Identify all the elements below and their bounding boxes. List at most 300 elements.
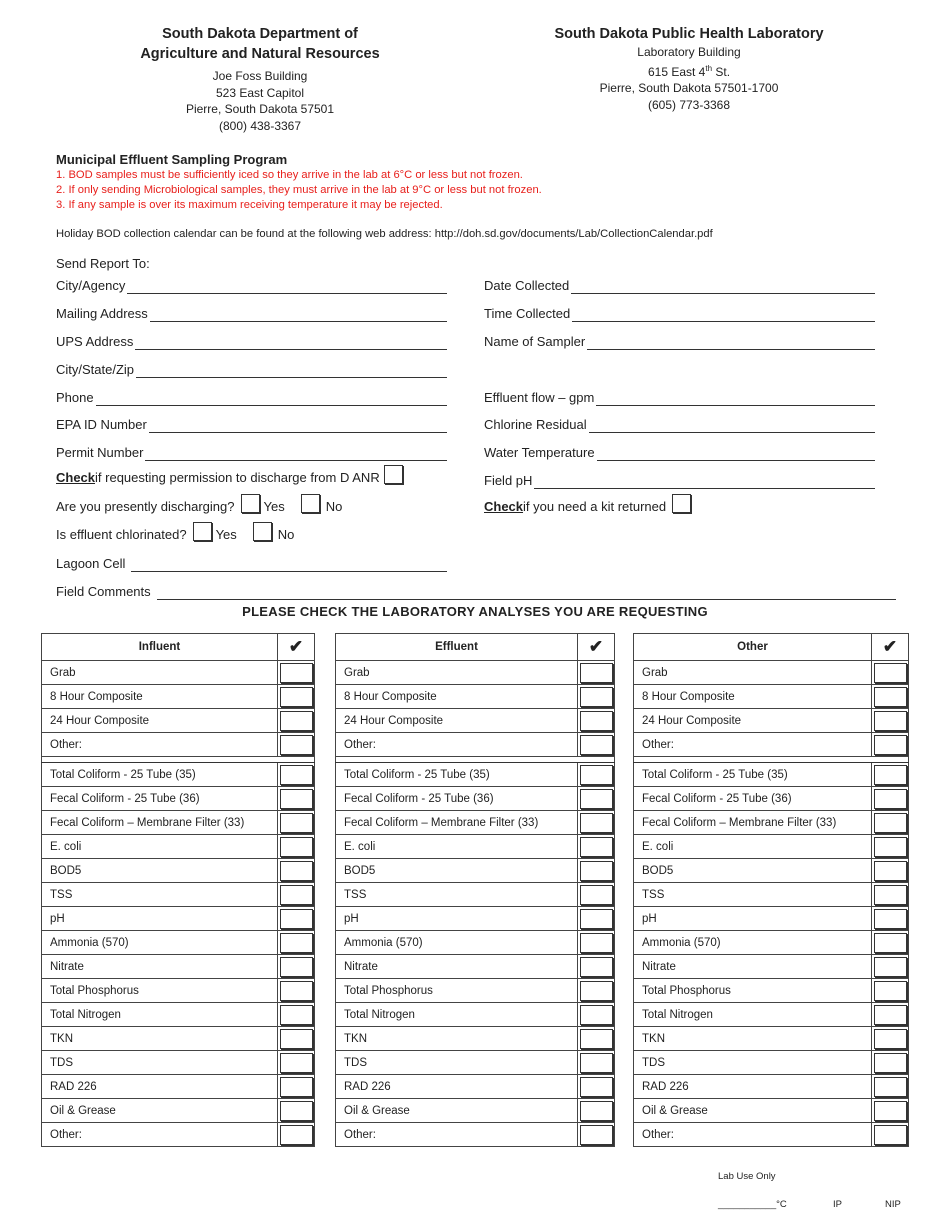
dept-city: Pierre, South Dakota 57501 [185,102,335,116]
influent-sample-type-checkbox[interactable] [280,711,313,731]
effluent-analysis-checkbox[interactable] [580,933,613,953]
other-analysis-checkbox[interactable] [874,1101,907,1121]
influent-analysis-label: Oil & Grease [42,1099,278,1123]
other-analysis-label: Total Coliform - 25 Tube (35) [634,763,872,787]
other-analysis-label: Oil & Grease [634,1099,872,1123]
other-analysis-row [634,835,909,859]
effluent-flow-field[interactable] [484,386,875,406]
other-analysis-row [634,979,909,1003]
effluent-analysis-label: TDS [336,1051,578,1075]
effluent-analysis-checkbox[interactable] [580,837,613,857]
influent-analysis-label: BOD5 [42,859,278,883]
effluent-analysis-label: RAD 226 [336,1075,578,1099]
other-analysis-checkbox[interactable] [874,933,907,953]
other-sample-type-checkbox[interactable] [874,711,907,731]
influent-analysis-checkbox[interactable] [280,1005,313,1025]
influent-analysis-check-cell [278,1123,315,1147]
other-analysis-checkbox[interactable] [874,1005,907,1025]
influent-analysis-check-cell [278,787,315,811]
influent-analysis-checkbox[interactable] [280,765,313,785]
effluent-analysis-row [336,1099,615,1123]
effluent-analysis-row [336,1027,615,1051]
effluent-analysis-check-cell [578,835,615,859]
influent-analysis-checkbox[interactable] [280,885,313,905]
other-analysis-label: RAD 226 [634,1075,872,1099]
other-analysis-check-cell [872,931,909,955]
field-comments-field[interactable] [56,580,896,600]
influent-sample-type-checkbox[interactable] [280,687,313,707]
kit-returned-label: if you need a kit returned [523,498,667,514]
lagoon-cell-field[interactable] [56,552,447,572]
other-analysis-label: Ammonia (570) [634,931,872,955]
other-analysis-check-cell [872,811,909,835]
effluent-analysis-check-cell [578,763,615,787]
other-sample-type-label: Other: [634,733,872,757]
lab-phone: (605) 773-3368 [647,97,731,112]
other-analysis-checkbox[interactable] [874,1029,907,1049]
effluent-check-header: ✔ [578,634,615,661]
effluent-flow-line[interactable] [596,390,875,406]
influent-analysis-checkbox[interactable] [280,789,313,809]
effluent-analysis-row [336,907,615,931]
effluent-analysis-check-cell [578,787,615,811]
chlorinated-question: Is effluent chlorinated? [56,526,187,542]
effluent-sample-type-check-cell [578,661,615,685]
notes [56,168,542,213]
influent-sample-type-label: Grab [42,661,278,685]
effluent-analysis-label: Total Nitrogen [336,1003,578,1027]
effluent-sample-type-row [336,685,615,709]
other-analysis-checkbox[interactable] [874,789,907,809]
effluent-sample-type-label: 8 Hour Composite [336,685,578,709]
discharge-permission-label: if requesting permission to discharge from D ANR [95,469,380,485]
discharging-no-checkbox[interactable] [301,494,320,513]
other-header: Other [634,634,872,661]
effluent-analysis-checkbox[interactable] [580,789,613,809]
influent-analysis-row [42,1099,315,1123]
dept-building: Joe Foss Building [212,69,308,83]
influent-analysis-checkbox[interactable] [280,909,313,929]
influent-analysis-label: Total Phosphorus [42,979,278,1003]
influent-sample-type-checkbox[interactable] [280,735,313,755]
other-check-header: ✔ [872,634,909,661]
other-analysis-label: TKN [634,1027,872,1051]
effluent-analysis-label: Total Coliform - 25 Tube (35) [336,763,578,787]
other-sample-type-row [634,661,909,685]
ups-address-field[interactable] [56,330,447,350]
influent-analysis-check-cell [278,931,315,955]
influent-analysis-label: Fecal Coliform – Membrane Filter (33) [42,811,278,835]
other-sample-type-checkbox[interactable] [874,687,907,707]
effluent-sample-type-row [336,733,615,757]
other-sample-type-label: Grab [634,661,872,685]
other-analysis-row [634,859,909,883]
influent-analysis-row [42,1075,315,1099]
other-analysis-checkbox[interactable] [874,1053,907,1073]
effluent-analysis-row [336,1123,615,1147]
influent-analysis-row [42,1027,315,1051]
effluent-flow-label: Effluent flow – gpm [484,390,595,405]
water-temperature-line[interactable] [597,445,875,461]
effluent-analysis-label: pH [336,907,578,931]
mailing-address-label: Mailing Address [56,306,148,321]
effluent-analysis-checkbox[interactable] [580,1029,613,1049]
influent-analysis-check-cell [278,1099,315,1123]
other-sample-type-check-cell [872,685,909,709]
influent-analysis-label: Ammonia (570) [42,931,278,955]
other-analysis-label: pH [634,907,872,931]
permit-number-field[interactable] [56,441,447,461]
chlorinated-yes-checkbox[interactable] [193,522,212,541]
effluent-analysis-checkbox[interactable] [580,861,613,881]
effluent-sample-type-checkbox[interactable] [580,735,613,755]
effluent-analysis-checkbox[interactable] [580,1005,613,1025]
effluent-sample-type-checkbox[interactable] [580,687,613,707]
effluent-analysis-label: E. coli [336,835,578,859]
water-temperature-field[interactable] [484,441,875,461]
other-analysis-check-cell [872,859,909,883]
other-sample-type-checkbox[interactable] [874,735,907,755]
lab-street-post: St. [712,64,731,79]
influent-analysis-checkbox[interactable] [280,813,313,833]
date-collected-field[interactable] [484,274,875,294]
other-analysis-check-cell [872,883,909,907]
influent-analysis-check-cell [278,955,315,979]
field-comments-label: Field Comments [56,584,151,599]
city-state-zip-label: City/State/Zip [56,362,135,377]
influent-analysis-checkbox[interactable] [280,837,313,857]
send-report-label: Send Report To: [56,256,150,271]
other-analysis-label: BOD5 [634,859,872,883]
influent-sample-type-label: 8 Hour Composite [42,685,278,709]
influent-analysis-label: Total Coliform - 25 Tube (35) [42,763,278,787]
effluent-analysis-label: Other: [336,1123,578,1147]
effluent-analysis-check-cell [578,1099,615,1123]
lab-nip-label: NIP [885,1199,901,1210]
influent-sample-type-label: 24 Hour Composite [42,709,278,733]
discharging-no-label: No [325,498,343,514]
lagoon-cell-line[interactable] [131,556,447,572]
influent-analysis-checkbox[interactable] [280,1125,313,1145]
effluent-analysis-checkbox[interactable] [580,1101,613,1121]
program-title: Municipal Effluent Sampling Program [56,152,288,167]
influent-analysis-checkbox[interactable] [280,1101,313,1121]
other-analysis-checkbox[interactable] [874,1077,907,1097]
effluent-analysis-check-cell [578,859,615,883]
effluent-analysis-row [336,859,615,883]
other-analysis-row [634,883,909,907]
influent-analysis-checkbox[interactable] [280,1029,313,1049]
other-analysis-row [634,1051,909,1075]
chlorinated-no-checkbox[interactable] [253,522,272,541]
other-sample-type-checkbox[interactable] [874,663,907,683]
other-table [633,633,909,1147]
chlorinated-row [56,523,294,545]
effluent-analysis-check-cell [578,1027,615,1051]
influent-sample-type-label: Other: [42,733,278,757]
effluent-analysis-check-cell [578,979,615,1003]
dept-header [100,24,420,134]
city-state-zip-field[interactable] [56,358,447,378]
other-analysis-row [634,787,909,811]
other-analysis-checkbox[interactable] [874,861,907,881]
influent-sample-type-checkbox[interactable] [280,663,313,683]
effluent-analysis-row [336,763,615,787]
chlorine-residual-line[interactable] [589,417,875,433]
other-sample-type-check-cell [872,661,909,685]
effluent-analysis-checkbox[interactable] [580,1125,613,1145]
influent-analysis-check-cell [278,1003,315,1027]
influent-analysis-checkbox[interactable] [280,957,313,977]
effluent-analysis-row [336,955,615,979]
influent-analysis-check-cell [278,1075,315,1099]
other-analysis-check-cell [872,979,909,1003]
dept-title-line2: Agriculture and Natural Resources [140,46,380,62]
effluent-analysis-checkbox[interactable] [580,1077,613,1097]
analyses-section-title: PLEASE CHECK THE LABORATORY ANALYSES YOU ARE REQUESTING [242,604,708,619]
influent-analysis-checkbox[interactable] [280,1053,313,1073]
effluent-analysis-check-cell [578,931,615,955]
city-agency-label: City/Agency [56,278,126,293]
other-analysis-check-cell [872,787,909,811]
influent-sample-type-row [42,685,315,709]
dept-phone: (800) 438-3367 [218,118,302,133]
other-analysis-checkbox[interactable] [874,957,907,977]
other-sample-type-label: 24 Hour Composite [634,709,872,733]
field-comments-line[interactable] [157,584,896,600]
effluent-analysis-label: Fecal Coliform – Membrane Filter (33) [336,811,578,835]
effluent-analysis-row [336,1075,615,1099]
effluent-analysis-row [336,835,615,859]
influent-analysis-label: Other: [42,1123,278,1147]
influent-analysis-label: TKN [42,1027,278,1051]
phone-line[interactable] [96,390,447,406]
effluent-analysis-label: Oil & Grease [336,1099,578,1123]
effluent-analysis-check-cell [578,811,615,835]
other-analysis-check-cell [872,1051,909,1075]
other-analysis-row [634,1003,909,1027]
field-ph-label: Field pH [484,473,533,488]
discharging-yes-checkbox[interactable] [241,494,260,513]
epa-id-label: EPA ID Number [56,417,147,432]
effluent-analysis-row [336,1051,615,1075]
other-sample-type-check-cell [872,709,909,733]
check-word: Check [56,469,96,485]
city-agency-line[interactable] [127,278,447,294]
effluent-analysis-checkbox[interactable] [580,981,613,1001]
other-analysis-checkbox[interactable] [874,909,907,929]
note-1: 1. BOD samples must be sufficiently iced so they arrive in the lab at 6°C or less but not frozen. [56,169,523,181]
lab-street-sup: th [705,63,713,73]
chlorine-residual-field[interactable] [484,413,875,433]
other-analysis-label: Nitrate [634,955,872,979]
influent-analysis-row [42,979,315,1003]
discharge-permission-checkbox[interactable] [384,465,403,484]
other-analysis-check-cell [872,1075,909,1099]
lagoon-cell-label: Lagoon Cell [56,556,126,571]
city-agency-field[interactable] [56,274,447,294]
other-analysis-label: Total Phosphorus [634,979,872,1003]
influent-analysis-check-cell [278,979,315,1003]
other-analysis-row [634,763,909,787]
effluent-analysis-label: TSS [336,883,578,907]
effluent-analysis-check-cell [578,955,615,979]
other-analysis-checkbox[interactable] [874,813,907,833]
date-collected-label: Date Collected [484,278,570,293]
phone-field[interactable] [56,386,447,406]
sampler-name-field[interactable] [484,330,875,350]
other-analysis-checkbox[interactable] [874,885,907,905]
influent-analysis-check-cell [278,883,315,907]
influent-analysis-label: TSS [42,883,278,907]
check-word-kit: Check [484,498,524,514]
effluent-sample-type-check-cell [578,733,615,757]
influent-sample-type-check-cell [278,685,315,709]
other-analysis-label: Other: [634,1123,872,1147]
influent-sample-type-row [42,661,315,685]
lab-street [530,61,848,81]
field-ph-line[interactable] [534,473,875,489]
other-analysis-label: TDS [634,1051,872,1075]
effluent-sample-type-checkbox[interactable] [580,663,613,683]
other-analysis-row [634,931,909,955]
effluent-analysis-row [336,811,615,835]
discharging-row [56,495,342,517]
kit-returned-checkbox[interactable] [672,494,691,513]
other-analysis-check-cell [872,835,909,859]
time-collected-field[interactable] [484,302,875,322]
other-analysis-check-cell [872,1027,909,1051]
effluent-sample-type-check-cell [578,685,615,709]
influent-analysis-check-cell [278,907,315,931]
lab-title: South Dakota Public Health Laboratory [554,26,824,42]
mailing-address-field[interactable] [56,302,447,322]
effluent-analysis-check-cell [578,1123,615,1147]
other-analysis-row [634,811,909,835]
influent-analysis-label: TDS [42,1051,278,1075]
effluent-analysis-check-cell [578,883,615,907]
influent-sample-type-row [42,733,315,757]
other-analysis-check-cell [872,1123,909,1147]
time-collected-label: Time Collected [484,306,571,321]
effluent-header: Effluent [336,634,578,661]
field-ph-field[interactable] [484,469,875,489]
holiday-note: Holiday BOD collection calendar can be found at the following web address: http://doh.sd.gov/documents/Lab/CollectionCalendar.pdf [56,228,713,240]
effluent-analysis-checkbox[interactable] [580,813,613,833]
kit-returned-row [484,495,691,517]
influent-analysis-checkbox[interactable] [280,981,313,1001]
effluent-sample-type-row [336,661,615,685]
time-collected-line[interactable] [572,306,875,322]
effluent-analysis-checkbox[interactable] [580,885,613,905]
water-temperature-label: Water Temperature [484,445,595,460]
effluent-sample-type-check-cell [578,709,615,733]
sampler-name-line[interactable] [587,334,875,350]
influent-analysis-label: E. coli [42,835,278,859]
effluent-analysis-label: TKN [336,1027,578,1051]
lab-temp-field[interactable]: ___________°C [718,1199,787,1210]
effluent-sample-type-checkbox[interactable] [580,711,613,731]
chlorinated-no-label: No [277,526,295,542]
effluent-sample-type-row [336,709,615,733]
lab-street-pre: 615 East 4 [647,64,706,79]
chlorine-residual-label: Chlorine Residual [484,417,587,432]
mailing-address-line[interactable] [150,306,447,322]
effluent-analysis-check-cell [578,1003,615,1027]
other-analysis-label: Fecal Coliform – Membrane Filter (33) [634,811,872,835]
influent-analysis-row [42,763,315,787]
other-analysis-check-cell [872,955,909,979]
effluent-analysis-checkbox[interactable] [580,957,613,977]
other-analysis-row [634,907,909,931]
effluent-analysis-label: Total Phosphorus [336,979,578,1003]
influent-analysis-label: Total Nitrogen [42,1003,278,1027]
other-sample-type-label: 8 Hour Composite [634,685,872,709]
effluent-analysis-checkbox[interactable] [580,1053,613,1073]
influent-analysis-label: Fecal Coliform - 25 Tube (36) [42,787,278,811]
city-state-zip-line[interactable] [136,362,447,378]
ups-address-label: UPS Address [56,334,134,349]
note-2: 2. If only sending Microbiological samples, they must arrive in the lab at 9°C or less but not frozen. [56,184,542,196]
permit-number-line[interactable] [145,445,447,461]
epa-id-field[interactable] [56,413,447,433]
influent-sample-type-check-cell [278,733,315,757]
other-analysis-checkbox[interactable] [874,1125,907,1145]
influent-analysis-row [42,1123,315,1147]
other-analysis-check-cell [872,1099,909,1123]
influent-analysis-row [42,835,315,859]
lab-use-only-label: Lab Use Only [718,1171,776,1182]
influent-analysis-label: RAD 226 [42,1075,278,1099]
other-analysis-check-cell [872,1003,909,1027]
other-analysis-row [634,1075,909,1099]
date-collected-line[interactable] [571,278,875,294]
effluent-sample-type-label: 24 Hour Composite [336,709,578,733]
ups-address-line[interactable] [135,334,447,350]
effluent-table [335,633,615,1147]
influent-table [41,633,315,1147]
effluent-analysis-label: Fecal Coliform - 25 Tube (36) [336,787,578,811]
effluent-analysis-checkbox[interactable] [580,765,613,785]
other-analysis-checkbox[interactable] [874,765,907,785]
influent-analysis-checkbox[interactable] [280,933,313,953]
influent-analysis-checkbox[interactable] [280,861,313,881]
effluent-analysis-checkbox[interactable] [580,909,613,929]
lab-ip-label: IP [833,1199,842,1210]
influent-analysis-checkbox[interactable] [280,1077,313,1097]
effluent-sample-type-label: Other: [336,733,578,757]
other-analysis-checkbox[interactable] [874,981,907,1001]
other-analysis-label: E. coli [634,835,872,859]
epa-id-line[interactable] [149,417,447,433]
other-analysis-checkbox[interactable] [874,837,907,857]
other-analysis-label: Total Nitrogen [634,1003,872,1027]
influent-analysis-row [42,1003,315,1027]
influent-analysis-check-cell [278,763,315,787]
effluent-analysis-label: Nitrate [336,955,578,979]
permit-number-label: Permit Number [56,445,144,460]
other-analysis-check-cell [872,907,909,931]
influent-sample-type-check-cell [278,709,315,733]
effluent-sample-type-label: Grab [336,661,578,685]
other-sample-type-row [634,709,909,733]
other-analysis-row [634,1123,909,1147]
effluent-analysis-check-cell [578,1075,615,1099]
influent-analysis-row [42,1051,315,1075]
effluent-analysis-row [336,931,615,955]
effluent-analysis-row [336,883,615,907]
influent-analysis-row [42,859,315,883]
